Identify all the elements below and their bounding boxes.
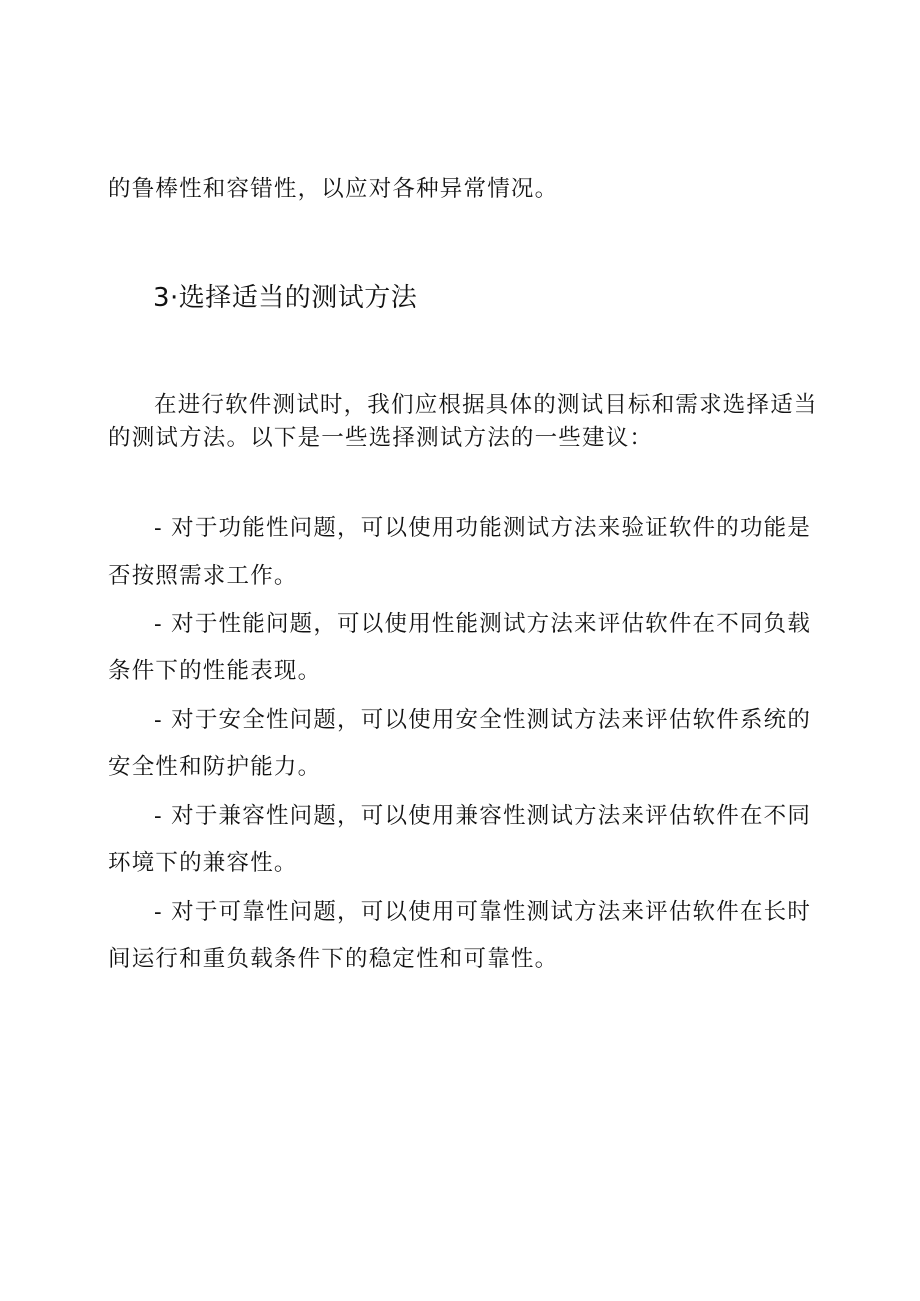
bullet-line-1: - 对于兼容性问题，可以使用兼容性测试方法来评估软件在不同: [154, 803, 812, 829]
bullet-line-2: 环境下的兼容性。: [108, 850, 298, 876]
intro-line-2: 的测试方法。以下是一些选择测试方法的一些建议：: [108, 425, 654, 451]
bullet-line-2: 条件下的性能表现。: [108, 658, 322, 684]
bullet-line-1: - 对于安全性问题，可以使用安全性测试方法来评估软件系统的: [154, 707, 812, 733]
bullet-line-1: - 对于可靠性问题，可以使用可靠性测试方法来评估软件在长时: [154, 899, 812, 925]
continuation-text: 的鲁棒性和容错性，以应对各种异常情况。: [108, 176, 559, 202]
bullet-line-2: 否按照需求工作。: [108, 563, 298, 589]
bullet-line-1: - 对于性能问题，可以使用性能测试方法来评估软件在不同负载: [154, 611, 812, 637]
section-heading: 3·选择适当的测试方法: [153, 283, 418, 313]
bullet-line-2: 安全性和防护能力。: [108, 754, 322, 780]
bullet-line-1: - 对于功能性问题，可以使用功能测试方法来验证软件的功能是: [154, 515, 812, 541]
intro-line-1: 在进行软件测试时，我们应根据具体的测试目标和需求选择适当: [154, 392, 818, 418]
bullet-line-2: 间运行和重负载条件下的稳定性和可靠性。: [108, 946, 559, 972]
